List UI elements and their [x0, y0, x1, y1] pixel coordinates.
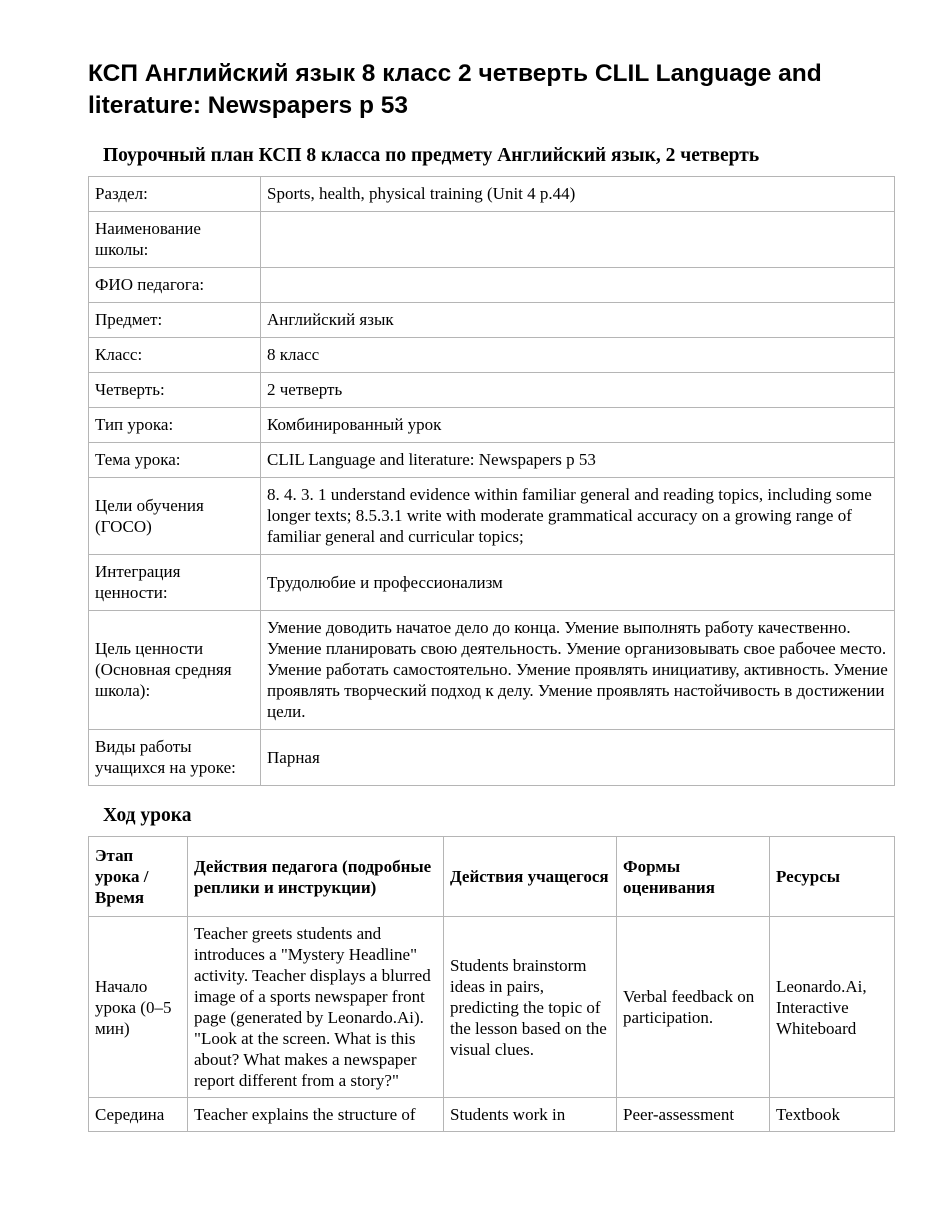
- table-row: [89, 268, 895, 303]
- info-value: 8 класс: [261, 338, 895, 373]
- column-header: Формы оценивания: [617, 837, 770, 917]
- stage-cell: Середина: [89, 1098, 188, 1132]
- lesson-heading: Ход урока: [103, 805, 192, 826]
- table-row: [89, 730, 895, 786]
- column-header: Этап урока / Время: [89, 837, 188, 917]
- stage-cell: Начало урока (0–5 мин): [89, 917, 188, 1098]
- table-row: [89, 443, 895, 478]
- info-value: Sports, health, physical training (Unit 4 p.44): [261, 177, 895, 212]
- info-value: Комбинированный урок: [261, 408, 895, 443]
- table-row: [89, 408, 895, 443]
- table-row: [89, 177, 895, 212]
- info-value: Умение доводить начатое дело до конца. Умение выполнять работу качественно. Умение планировать свою деятельность. Умение организовывать свое рабочее место. Умение работать самостоятельно. Умение проявлять инициативу, активность. Умение проявлять творческий подход к делу. Умение проявлять настойчивость в достижении цели.: [261, 611, 895, 730]
- table-row: [89, 303, 895, 338]
- info-label: Цели обучения (ГОСО): [89, 478, 261, 555]
- info-label: Четверть:: [89, 373, 261, 408]
- info-value: Трудолюбие и профессионализм: [261, 555, 895, 611]
- column-header: Действия педагога (подробные реплики и инструкции): [188, 837, 444, 917]
- info-label: Наименование школы:: [89, 212, 261, 268]
- table-row: [89, 917, 895, 1098]
- resources-cell: Leonardo.Ai, Interactive Whiteboard: [770, 917, 895, 1098]
- info-value: CLIL Language and literature: Newspapers p 53: [261, 443, 895, 478]
- info-value: 2 четверть: [261, 373, 895, 408]
- lesson-flow-table: [88, 836, 895, 1132]
- table-row: [89, 1098, 895, 1132]
- info-label: Раздел:: [89, 177, 261, 212]
- info-value: [261, 212, 895, 268]
- document-page: [88, 58, 894, 1132]
- info-label: Класс:: [89, 338, 261, 373]
- column-header: Ресурсы: [770, 837, 895, 917]
- table-row: [89, 478, 895, 555]
- table-row: [89, 212, 895, 268]
- info-value: 8. 4. 3. 1 understand evidence within familiar general and reading topics, including some longer texts; 8.5.3.1 write with moderate grammatical accuracy on a growing range of familiar general and curricular topics;: [261, 478, 895, 555]
- lesson-info-table: [88, 176, 895, 786]
- info-label: Цель ценности (Основная средняя школа):: [89, 611, 261, 730]
- student-actions-cell: Students work in: [444, 1098, 617, 1132]
- teacher-actions-cell: Teacher explains the structure of: [188, 1098, 444, 1132]
- table-row: [89, 338, 895, 373]
- document-title: КСП Английский язык 8 класс 2 четверть CLIL Language and literature: Newspapers p 53: [88, 60, 822, 119]
- column-header: Действия учащегося: [444, 837, 617, 917]
- info-value: Английский язык: [261, 303, 895, 338]
- info-label: Тема урока:: [89, 443, 261, 478]
- info-label: Интеграция ценности:: [89, 555, 261, 611]
- info-label: ФИО педагога:: [89, 268, 261, 303]
- table-row: [89, 611, 895, 730]
- plan-heading: Поурочный план КСП 8 класса по предмету Английский язык, 2 четверть: [103, 145, 760, 166]
- student-actions-cell: Students brainstorm ideas in pairs, predicting the topic of the lesson based on the visual clues.: [444, 917, 617, 1098]
- info-label: Виды работы учащихся на уроке:: [89, 730, 261, 786]
- info-value: Парная: [261, 730, 895, 786]
- table-row: [89, 555, 895, 611]
- info-label: Предмет:: [89, 303, 261, 338]
- resources-cell: Textbook: [770, 1098, 895, 1132]
- info-value: [261, 268, 895, 303]
- assessment-cell: Verbal feedback on participation.: [617, 917, 770, 1098]
- table-header-row: [89, 837, 895, 917]
- teacher-actions-cell: Teacher greets students and introduces a "Mystery Headline" activity. Teacher displays a blurred image of a sports newspaper front page (generated by Leonardo.Ai). "Look at the screen. What is this about? What makes a newspaper report different from a story?": [188, 917, 444, 1098]
- table-row: [89, 373, 895, 408]
- assessment-cell: Peer-assessment: [617, 1098, 770, 1132]
- info-label: Тип урока:: [89, 408, 261, 443]
